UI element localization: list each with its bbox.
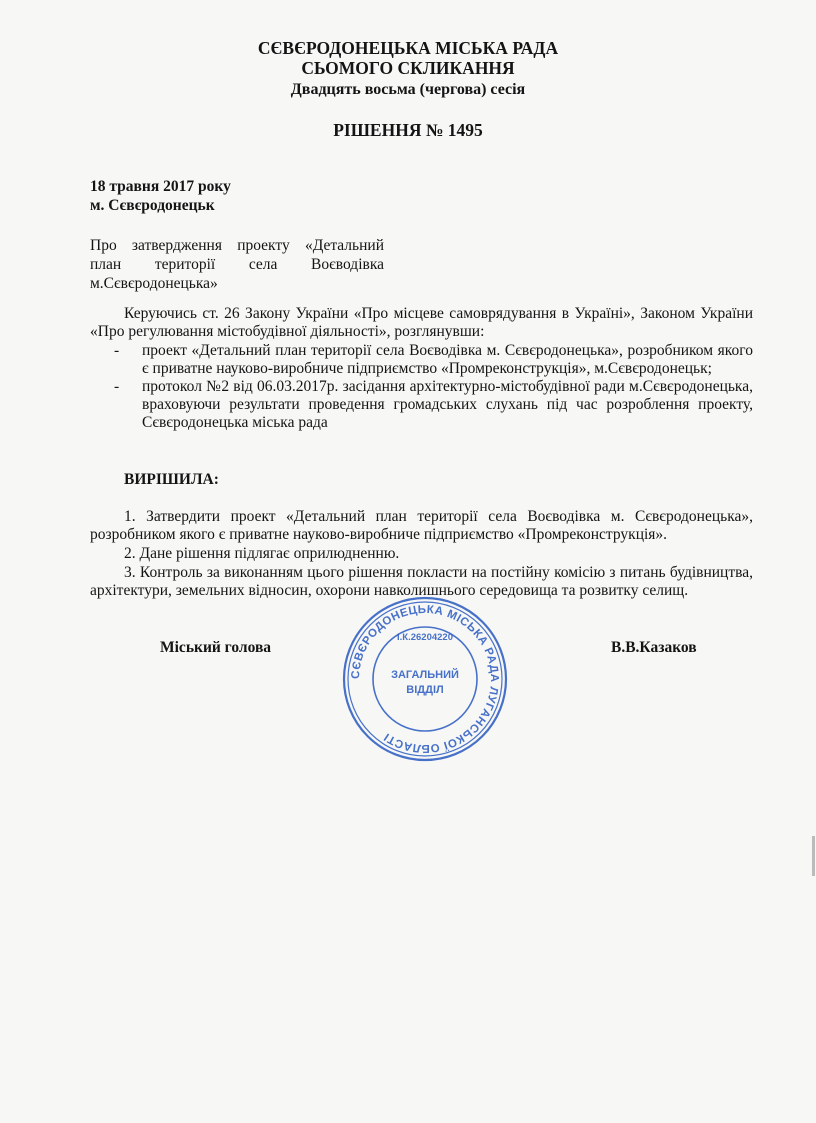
signature-name: В.В.Казаков xyxy=(611,639,697,656)
subject-line: Про затвердження проекту «Детальний xyxy=(90,237,384,254)
subject-line: план території села Воєводівка xyxy=(90,256,384,273)
decision-date: 18 травня 2017 року xyxy=(90,178,231,195)
resolution-item: 3. Контроль за виконанням цього рішення покласти на постійну комісію з питань будівництва, архітектури, земельних відносин, охорони навколишнього середовища та розвитку селищ. xyxy=(90,564,753,599)
stamp-center-line: ВІДДІЛ xyxy=(406,684,444,696)
dash-bullet: - xyxy=(114,378,120,395)
stamp-center-line: ЗАГАЛЬНИЙ xyxy=(391,669,459,681)
convocation: СЬОМОГО СКЛИКАННЯ xyxy=(301,58,515,78)
signature-position: Міський голова xyxy=(160,639,272,656)
decision-title: РІШЕННЯ № 1495 xyxy=(333,120,483,140)
official-stamp xyxy=(340,594,510,764)
scan-artifact xyxy=(812,836,815,876)
council-name: СЄВЄРОДОНЕЦЬКА МІСЬКА РАДА xyxy=(257,38,559,58)
decided-label: ВИРІШИЛА: xyxy=(124,471,219,488)
session-name: Двадцять восьма (чергова) сесія xyxy=(290,81,526,98)
resolution-item: 1. Затвердити проект «Детальний план території села Воєводівка м. Сєвєродонецька», розробником якого є приватне науково-виробниче підприємство «Промреконструкція». xyxy=(90,508,753,543)
stamp-ring-text: СЄВЄРОДОНЕЦЬКА МІСЬКА РАДА ЛУГАНСЬКОЇ ОБЛАСТІ xyxy=(349,603,501,755)
list-item: - проект «Детальний план території села Воєводівка м. Сєвєродонецька», розробником якого є приватне науково-виробниче підприємство «Промреконструкція», м.Сєвєродонецьк; xyxy=(114,342,753,377)
list-item: - протокол №2 від 06.03.2017р. засідання архітектурно-містобудівної ради м.Сєвєродонецька, враховуючи результати проведення громадських слухань під час розроблення проекту, Сєвєродонецька міська рада xyxy=(114,378,753,431)
dash-bullet: - xyxy=(114,342,120,359)
resolution-item: 2. Дане рішення підлягає оприлюдненню. xyxy=(124,545,400,562)
preamble: Керуючись ст. 26 Закону України «Про місцеве самоврядування в Україні», Законом України «Про регулювання містобудівної діяльності», розглянувши: xyxy=(90,305,753,340)
stamp-code: І.К.26204220 xyxy=(397,632,453,643)
considered-list xyxy=(112,342,753,432)
decision-subject xyxy=(90,236,384,293)
subject-line: м.Сєвєродонецька» xyxy=(90,275,218,292)
decision-city: м. Сєвєродонецьк xyxy=(90,197,215,214)
